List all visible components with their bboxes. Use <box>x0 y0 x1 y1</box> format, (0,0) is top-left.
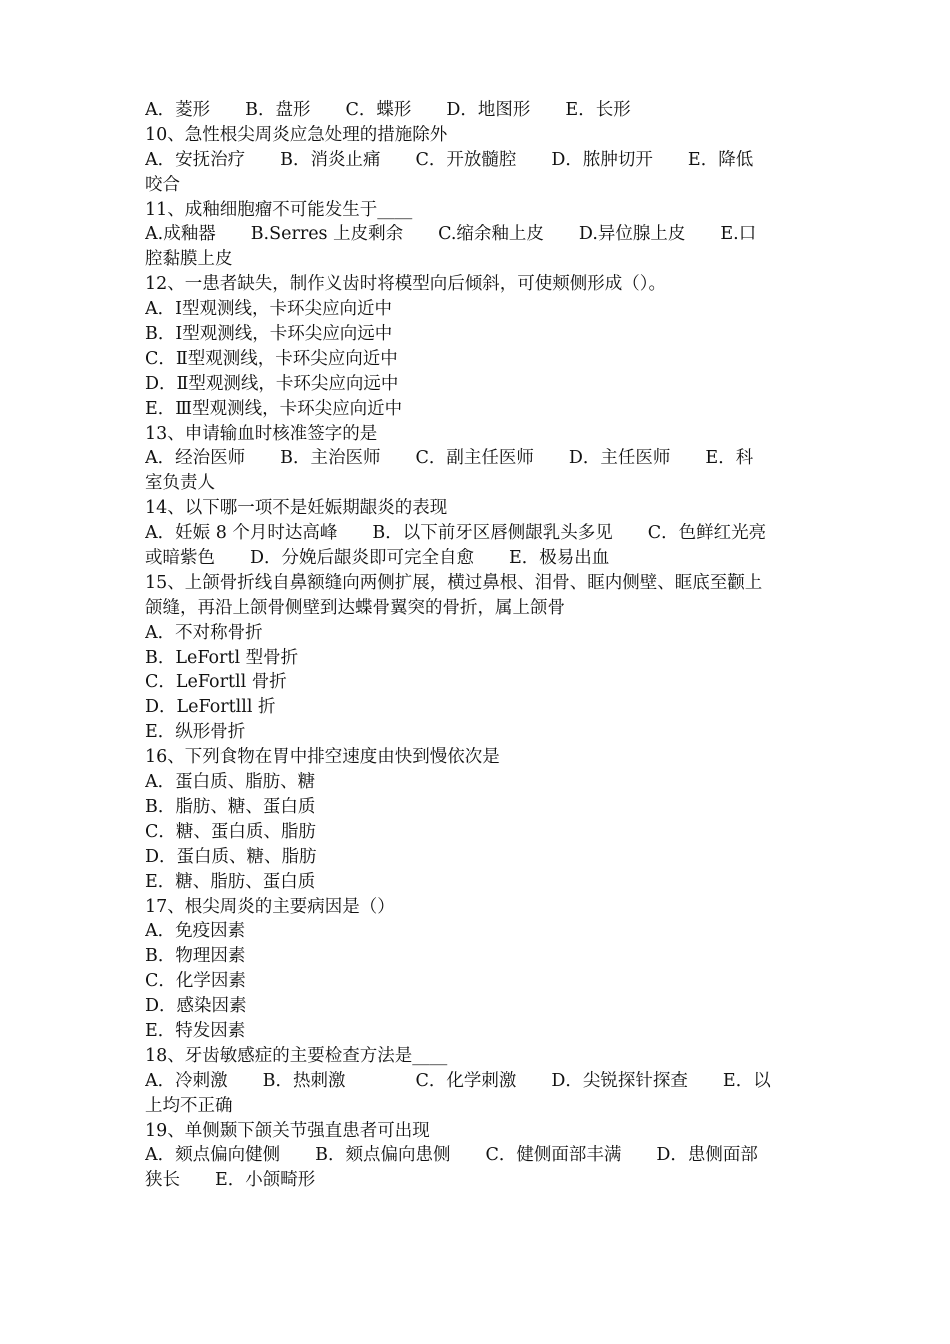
text-line: 19、单侧颞下颌关节强直患者可出现 <box>145 1120 430 1141</box>
text-line: A．妊娠 8 个月时达高峰 B．以下前牙区唇侧龈乳头多见 C．色鲜红光亮 <box>145 523 767 544</box>
text-line: A．经治医师 B．主治医师 C．副主任医师 D．主任医师 E．科 <box>145 448 754 469</box>
text-line: 15、上颌骨折线自鼻额缝向两侧扩展，横过鼻根、泪骨、眶内侧壁、眶底至颧上 <box>145 572 763 593</box>
text-line: E．Ⅲ型观测线，卡环尖应向近中 <box>145 398 403 419</box>
text-line: E．纵形骨折 <box>145 722 246 743</box>
text-line: 10、急性根尖周炎应急处理的措施除外 <box>145 124 448 145</box>
text-line: B．LeFortl 型骨折 <box>145 647 299 668</box>
text-line: C．LeFortll 骨折 <box>145 672 287 693</box>
text-line: C．糖、蛋白质、脂肪 <box>145 821 316 842</box>
text-line: 室负责人 <box>145 473 215 494</box>
text-line: C．化学因素 <box>145 971 246 992</box>
text-line: D．Ⅱ型观测线，卡环尖应向远中 <box>145 373 399 394</box>
document-body <box>145 98 817 1193</box>
text-line: 17、根尖周炎的主要病因是（） <box>145 896 395 917</box>
text-line: A．颏点偏向健侧 B．颏点偏向患侧 C．健侧面部丰满 D．患侧面部 <box>145 1145 758 1166</box>
text-line: E．糖、脂肪、蛋白质 <box>145 871 316 892</box>
text-line: 12、一患者缺失，制作义齿时将模型向后倾斜，可使颊侧形成（）。 <box>145 274 667 295</box>
text-line: 11、成釉细胞瘤不可能发生于____ <box>145 199 413 220</box>
text-line: 13、申请输血时核准签字的是 <box>145 423 378 444</box>
text-line: B．Ⅰ型观测线，卡环尖应向远中 <box>145 324 393 345</box>
text-line: B．物理因素 <box>145 946 246 967</box>
text-line: D．感染因素 <box>145 996 247 1017</box>
text-line: 颌缝，再沿上颌骨侧壁到达蝶骨翼突的骨折，属上颌骨 <box>145 597 565 618</box>
text-line: D．LeFortlll 折 <box>145 697 276 718</box>
text-line: 18、牙齿敏感症的主要检查方法是____ <box>145 1045 448 1066</box>
text-line: 狭长 E．小颌畸形 <box>145 1170 316 1191</box>
text-line: A．蛋白质、脂肪、糖 <box>145 772 316 793</box>
text-line: A．安抚治疗 B．消炎止痛 C．开放髓腔 D．脓肿切开 E．降低 <box>145 149 754 170</box>
text-line: A.成釉器 B.Serres 上皮剩余 C.缩余釉上皮 D.异位腺上皮 E.口 <box>145 224 757 245</box>
text-line: A．免疫因素 <box>145 921 246 942</box>
text-line: 腔黏膜上皮 <box>145 249 233 270</box>
text-line: D．蛋白质、糖、脂肪 <box>145 846 317 867</box>
text-line: A．冷刺激 B．热刺激 C．化学刺激 D．尖锐探针探查 E．以 <box>145 1070 771 1091</box>
text-line: A．不对称骨折 <box>145 622 263 643</box>
text-line: 或暗紫色 D．分娩后龈炎即可完全自愈 E．极易出血 <box>145 548 610 569</box>
text-line: B．脂肪、糖、蛋白质 <box>145 796 316 817</box>
text-line: 16、下列食物在胃中排空速度由快到慢依次是 <box>145 747 500 768</box>
text-line: A．Ⅰ型观测线，卡环尖应向近中 <box>145 299 393 320</box>
text-line: E．特发因素 <box>145 1020 246 1041</box>
text-line: 14、以下哪一项不是妊娠期龈炎的表现 <box>145 498 448 519</box>
text-line: C．Ⅱ型观测线，卡环尖应向近中 <box>145 348 398 369</box>
text-line: 咬合 <box>145 174 180 195</box>
text-line: A．菱形 B．盘形 C．蝶形 D．地图形 E．长形 <box>145 100 631 120</box>
text-line: 上均不正确 <box>145 1095 233 1116</box>
